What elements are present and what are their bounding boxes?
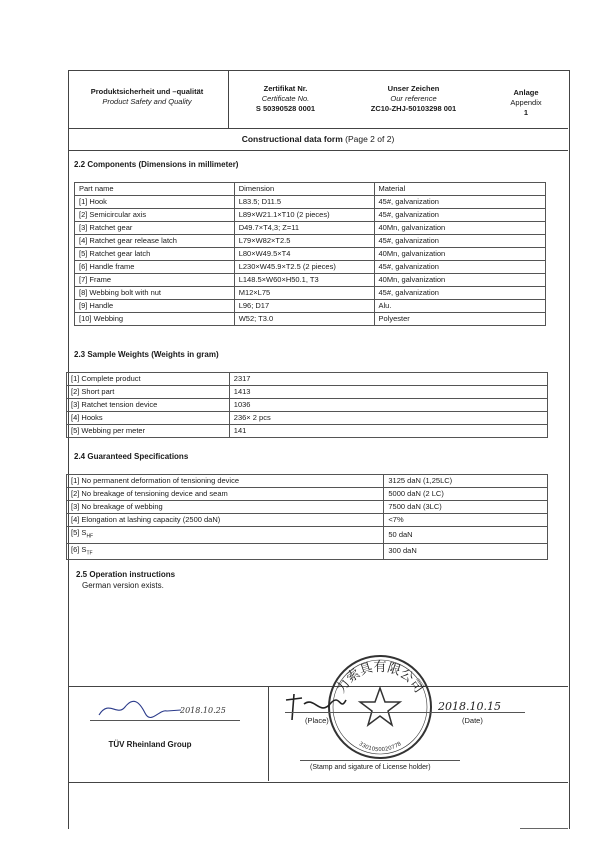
component-row (75, 196, 546, 209)
component-row (75, 235, 546, 248)
appendix-de-label: Anlage (513, 88, 539, 97)
table-cell: [2] No breakage of tensioning device and seam (67, 488, 384, 501)
weights-table (66, 372, 548, 438)
operation-title-text: 2.5 Operation instructions (76, 570, 176, 579)
table-cell: 40Mn, galvanization (374, 248, 545, 261)
right-signature-date: 2018.10.15 (438, 700, 501, 713)
table-cell: [2] Short part (67, 386, 230, 399)
table-cell: 300 daN (384, 543, 548, 560)
table-cell: 45#, galvanization (374, 287, 545, 300)
table-cell: [1] No permanent deformation of tensioning device (67, 475, 384, 488)
document-header (68, 70, 568, 129)
place-label: (Place) (305, 716, 329, 725)
table-cell: 45#, galvanization (374, 261, 545, 274)
table-cell: 1036 (229, 399, 547, 412)
table-cell: [7] Frame (75, 274, 235, 287)
table-cell: 45#, galvanization (374, 196, 545, 209)
bottom-mark (520, 828, 568, 829)
spec-row (67, 527, 548, 544)
stamp-code-text: 3301050020778 (357, 741, 403, 754)
table-cell: <7% (384, 514, 548, 527)
weight-row (67, 399, 548, 412)
specs-title: 2.4 Guaranteed Specifications (74, 452, 189, 461)
left-signature-date: 2018.10.25 (180, 706, 226, 715)
spec-row (67, 514, 548, 527)
header-part-name: Part name (75, 183, 235, 196)
certificate-en-label: Certificate No. (261, 94, 310, 103)
spec-row (67, 543, 548, 560)
components-title: 2.2 Components (Dimensions in millimeter) (74, 160, 239, 169)
place-date-line (285, 712, 525, 713)
table-cell: 7500 daN (3LC) (384, 501, 548, 514)
header-dimension: Dimension (234, 183, 374, 196)
header-reference (346, 84, 481, 114)
header-certificate (228, 84, 343, 114)
table-header-row (75, 183, 546, 196)
spec-row (67, 501, 548, 514)
appendix-number: 1 (523, 108, 529, 117)
table-cell: L148.5×W60×H50.1, T3 (234, 274, 374, 287)
specs-table (66, 474, 548, 560)
weights-title: 2.3 Sample Weights (Weights in gram) (74, 350, 219, 359)
appendix-en-label: Appendix (510, 98, 542, 107)
table-cell: [5] Webbing per meter (67, 425, 230, 438)
table-cell: L96; D17 (234, 300, 374, 313)
date-label: (Date) (462, 716, 483, 725)
operation-text: German version exists. (82, 581, 164, 590)
header-material: Material (374, 183, 545, 196)
table-cell: [9] Handle (75, 300, 235, 313)
table-cell: 141 (229, 425, 547, 438)
signature-left (95, 695, 185, 723)
table-cell: [3] Ratchet gear (75, 222, 235, 235)
stamp-label: (Stamp and sigature of License holder) (310, 764, 431, 771)
component-row (75, 287, 546, 300)
table-cell: [5] Ratchet gear latch (75, 248, 235, 261)
component-row (75, 300, 546, 313)
table-cell: [4] Ratchet gear release latch (75, 235, 235, 248)
table-cell: [8] Webbing bolt with nut (75, 287, 235, 300)
table-cell: [4] Elongation at lashing capacity (2500 daN) (67, 514, 384, 527)
table-cell: [5] $S_{HF}$ (67, 527, 384, 544)
component-row (75, 274, 546, 287)
weight-row (67, 425, 548, 438)
certificate-number: S 50390528 0001 (255, 104, 316, 113)
table-cell: 5000 daN (2 LC) (384, 488, 548, 501)
table-cell: 45#, galvanization (374, 209, 545, 222)
header-en-label: Product Safety and Quality (102, 97, 192, 106)
table-cell: [1] Hook (75, 196, 235, 209)
components-table (74, 182, 546, 326)
table-cell: L230×W45.9×T2.5 (2 pieces) (234, 261, 374, 274)
table-cell: [6] $S_{TF}$ (67, 543, 384, 560)
weight-row (67, 386, 548, 399)
component-row (75, 248, 546, 261)
table-cell: 236× 2 pcs (229, 412, 547, 425)
component-row (75, 261, 546, 274)
spec-row (67, 488, 548, 501)
header-product-safety (72, 87, 222, 107)
table-cell: 40Mn, galvanization (374, 274, 545, 287)
table-cell: 2317 (229, 373, 547, 386)
form-page-indicator: (Page 2 of 2) (345, 134, 395, 144)
stamp-company-text: 力索具有限公司 (333, 660, 427, 696)
component-row (75, 209, 546, 222)
header-de-label: Produktsicherheit und –qualität (90, 87, 204, 96)
left-signature-line (90, 720, 240, 721)
table-cell: L83.5; D11.5 (234, 196, 374, 209)
table-cell: [10] Webbing (75, 313, 235, 326)
component-row (75, 222, 546, 235)
table-cell: [3] No breakage of webbing (67, 501, 384, 514)
table-cell: 40Mn, galvanization (374, 222, 545, 235)
header-appendix (488, 88, 564, 118)
component-row (75, 313, 546, 326)
table-cell: L89×W21.1×T10 (2 pieces) (234, 209, 374, 222)
weight-row (67, 373, 548, 386)
form-title (68, 128, 568, 151)
reference-de-label: Unser Zeichen (387, 84, 440, 93)
table-cell: [1] Complete product (67, 373, 230, 386)
form-title-text: Constructional data form (241, 134, 343, 144)
table-cell: 1413 (229, 386, 547, 399)
reference-en-label: Our reference (390, 94, 437, 103)
table-cell: L80×W49.5×T4 (234, 248, 374, 261)
weight-row (67, 412, 548, 425)
tuv-org-label: TÜV Rheinland Group (108, 740, 192, 749)
table-cell: 3125 daN (1,25LC) (384, 475, 548, 488)
spec-row (67, 475, 548, 488)
signature-divider (268, 686, 269, 781)
table-cell: Alu. (374, 300, 545, 313)
table-cell: L79×W82×T2.5 (234, 235, 374, 248)
table-cell: Polyester (374, 313, 545, 326)
table-cell: W52; T3.0 (234, 313, 374, 326)
table-cell: [4] Hooks (67, 412, 230, 425)
table-cell: 45#, galvanization (374, 235, 545, 248)
table-cell: 50 daN (384, 527, 548, 544)
table-cell: M12×L75 (234, 287, 374, 300)
operation-title (76, 570, 175, 579)
table-cell: D49.7×T4,3; Z=11 (234, 222, 374, 235)
table-cell: [3] Ratchet tension device (67, 399, 230, 412)
table-cell: [6] Handle frame (75, 261, 235, 274)
table-cell: [2] Semicircular axis (75, 209, 235, 222)
stamp-line (300, 760, 460, 761)
certificate-de-label: Zertifikat Nr. (263, 84, 308, 93)
reference-number: ZC10-ZHJ-50103298 001 (370, 104, 457, 113)
